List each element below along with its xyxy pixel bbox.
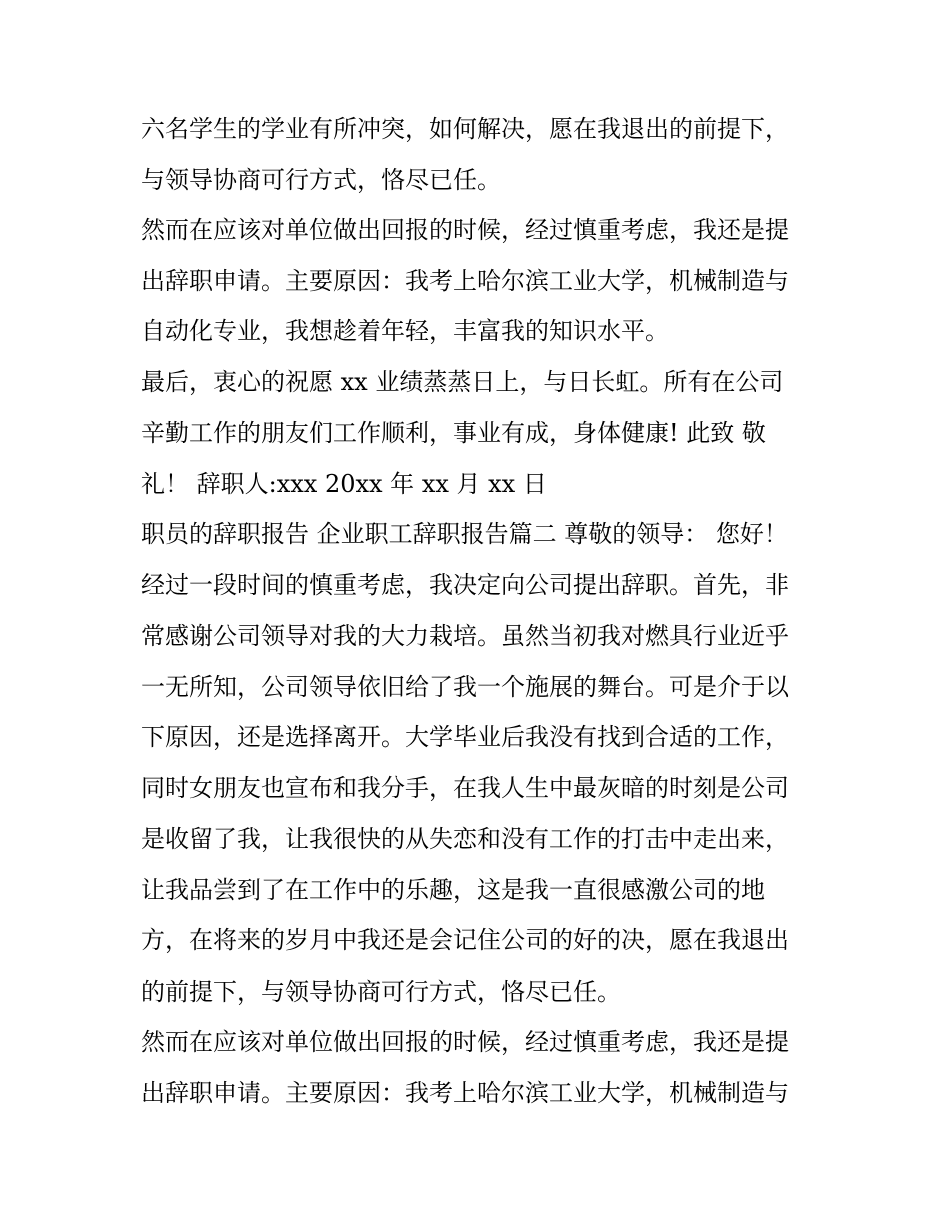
text-line: 经过一段时间的慎重考虑，我决定向公司提出辞职。首先，非	[141, 571, 789, 599]
text-line: 最后，衷心的祝愿 xx 业绩蒸蒸日上，与日长虹。所有在公司	[141, 368, 784, 396]
text-line: 一无所知，公司领导依旧给了我一个施展的舞台。可是介于以	[141, 673, 789, 701]
text-line: 辛勤工作的朋友们工作顺利，事业有成，身体健康! 此致 敬	[141, 419, 766, 447]
text-line: 出辞职申请。主要原因：我考上哈尔滨工业大学，机械制造与	[141, 1079, 789, 1107]
text-line: 出辞职申请。主要原因：我考上哈尔滨工业大学，机械制造与	[141, 267, 789, 295]
text-line: 六名学生的学业有所冲突，如何解决，愿在我退出的前提下，	[141, 115, 789, 143]
text-line: 礼！ 辞职人:xxx 20xx 年 xx 月 xx 日	[141, 470, 547, 498]
text-line: 职员的辞职报告 企业职工辞职报告篇二 尊敬的领导： 您好！	[141, 520, 788, 548]
text-line: 同时女朋友也宣布和我分手，在我人生中最灰暗的时刻是公司	[141, 774, 789, 802]
text-line: 的前提下，与领导协商可行方式，恪尽已任。	[141, 978, 621, 1006]
text-line: 下原因，还是选择离开。大学毕业后我没有找到合适的工作，	[141, 723, 789, 751]
text-line: 然而在应该对单位做出回报的时候，经过慎重考虑，我还是提	[141, 1028, 789, 1056]
text-line: 然而在应该对单位做出回报的时候，经过慎重考虑，我还是提	[141, 216, 789, 244]
text-line: 是收留了我，让我很快的从失恋和没有工作的打击中走出来，	[141, 825, 789, 853]
text-line: 与领导协商可行方式，恪尽已任。	[141, 166, 501, 194]
text-line: 自动化专业，我想趁着年轻，丰富我的知识水平。	[141, 317, 669, 345]
text-line: 常感谢公司领导对我的大力栽培。虽然当初我对燃具行业近乎	[141, 622, 789, 650]
text-line: 方，在将来的岁月中我还是会记住公司的好的决，愿在我退出	[141, 926, 789, 954]
text-line: 让我品尝到了在工作中的乐趣，这是我一直很感激公司的地	[141, 876, 765, 904]
